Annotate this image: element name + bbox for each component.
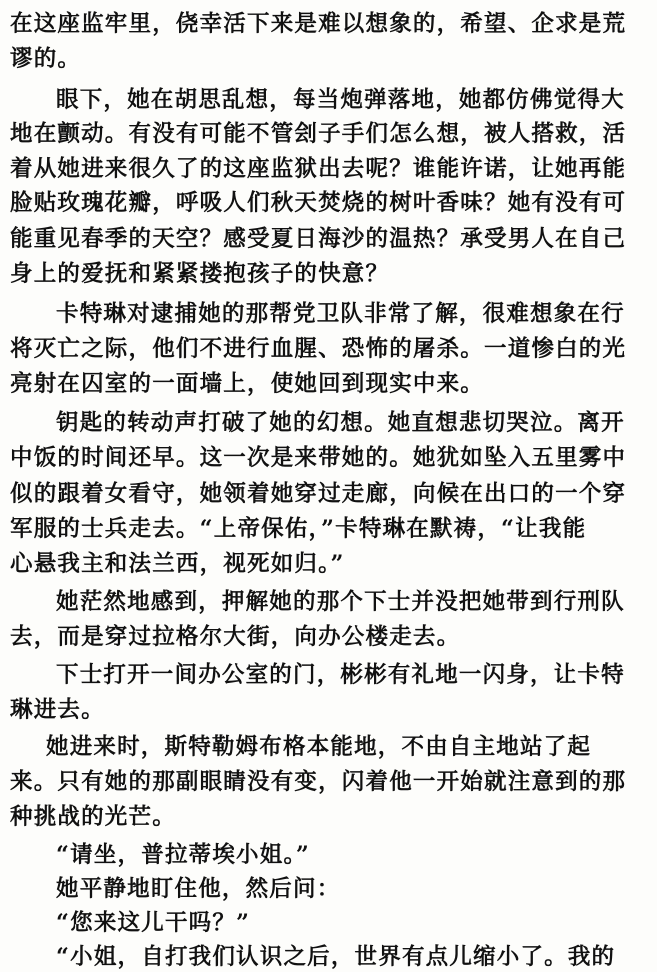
text-line-5: 着从她进来很久了的这座监狱出去呢？谁能许诺，让她再能: [10, 156, 627, 182]
text-line-25: 她平静地盯住他，然后问：: [56, 876, 341, 902]
text-line-12: 钥匙的转动声打破了她的幻想。她直想悲切哭泣。离开: [56, 410, 625, 436]
text-line-16: 心悬我主和法兰西，视死如归。”: [10, 551, 345, 577]
text-line-18: 去，而是穿过拉格尔大街，向办公楼走去。: [10, 624, 461, 650]
text-line-9: 卡特琳对逮捕她的那帮党卫队非常了解，很难想象在行: [56, 301, 625, 327]
text-line-17: 她茫然地感到，押解她的那个下士并没把她带到行刑队: [56, 589, 625, 615]
text-line-15: 军服的士兵走去。“上帝保佑，”卡特琳在默祷，“让我能: [10, 516, 587, 542]
text-line-7: 能重见春季的天空？感受夏日海沙的温热？承受男人在自己: [10, 226, 627, 252]
text-line-24: “请坐，普拉蒂埃小姐。”: [56, 842, 311, 868]
text-line-10: 将灭亡之际，他们不进行血腥、恐怖的屠杀。一道惨白的光: [10, 336, 627, 362]
text-line-6: 脸贴玫瑰花瓣，呼吸人们秋天焚烧的树叶香味？她有没有可: [10, 190, 627, 216]
text-line-22: 来。只有她的那副眼睛没有变，闪着他一开始就注意到的那: [10, 769, 627, 795]
text-line-27: “小姐，自打我们认识之后，世界有点儿缩小了。我的: [56, 944, 616, 970]
text-line-20: 琳进去。: [10, 697, 105, 723]
text-line-19: 下士打开一间办公室的门，彬彬有礼地一闪身，让卡特: [56, 662, 625, 688]
text-line-11: 亮射在囚室的一面墙上，使她回到现实中来。: [10, 371, 485, 397]
text-line-3: 眼下，她在胡思乱想，每当炮弹落地，她都仿佛觉得大: [56, 87, 625, 113]
text-line-14: 似的跟着女看守，她领着她穿过走廊，向候在出口的一个穿: [10, 481, 627, 507]
text-line-4: 地在颤动。有没有可能不管刽子手们怎么想，被人搭救，活: [10, 121, 627, 147]
text-line-2: 谬的。: [10, 46, 82, 72]
text-line-13: 中饭的时间还早。这一次是来带她的。她犹如坠入五里雾中: [10, 445, 627, 471]
text-line-1: 在这座监牢里，侥幸活下来是难以想象的，希望、企求是荒: [10, 11, 627, 37]
text-line-8: 身上的爱抚和紧紧搂抱孩子的快意？: [10, 261, 390, 287]
text-line-26: “您来这儿干吗？”: [56, 910, 251, 936]
text-line-23: 种挑战的光芒。: [10, 804, 176, 830]
text-line-21: 她进来时，斯特勒姆布格本能地，不由自主地站了起: [46, 734, 592, 760]
